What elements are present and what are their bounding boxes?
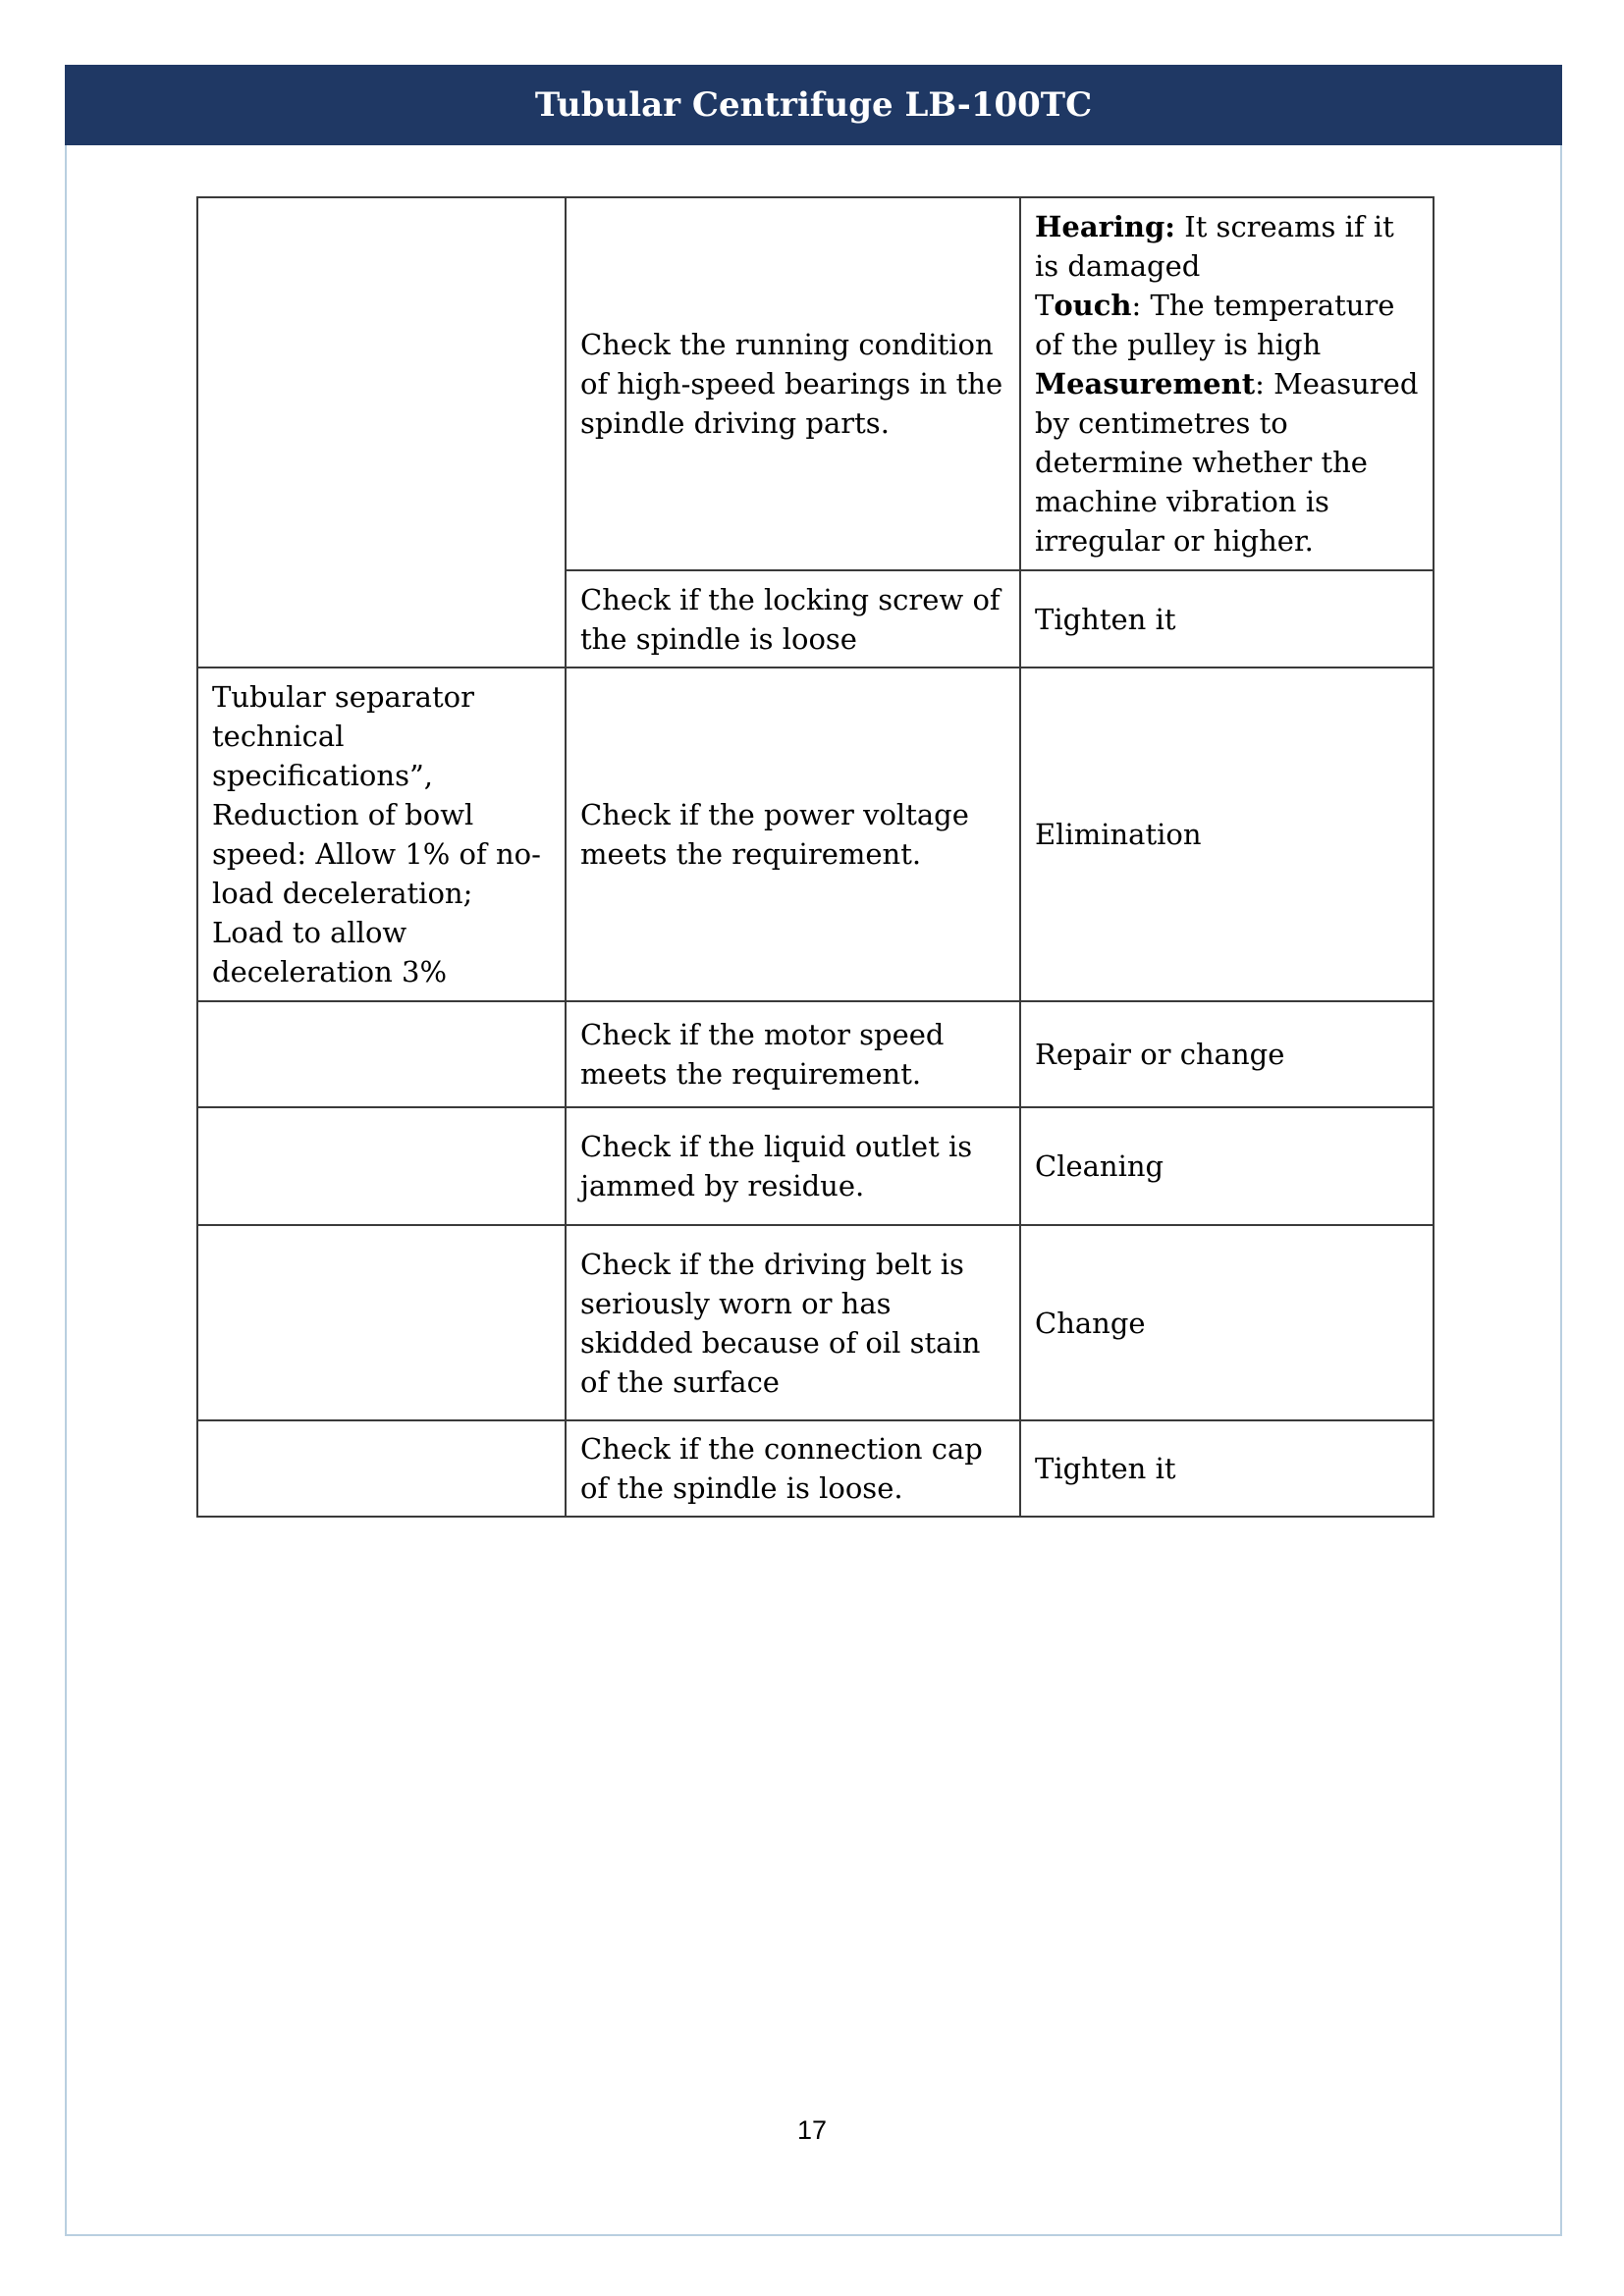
touch-text: : The temperature of the pulley is high [1035, 289, 1395, 361]
table-cell-empty [197, 1107, 566, 1225]
table-cell-empty [197, 1420, 566, 1517]
table-cell-check: Check the running condition of high-speed bearings in the spindle driving parts. [566, 197, 1020, 570]
table-cell-empty [197, 1225, 566, 1420]
document-header [65, 65, 1562, 145]
table-cell-check: Check if the power voltage meets the requirement. [566, 667, 1020, 1001]
measurement-text: : Measured by centimetres to determine whether the machine vibration is irregular or higher. [1035, 367, 1419, 558]
header-title: Tubular Centrifuge LB-100TC [534, 85, 1093, 125]
hearing-text: It screams if it is damaged [1035, 210, 1394, 283]
table-cell-check: Check if the connection cap of the spindle is loose. [566, 1420, 1020, 1517]
table-row [197, 1107, 1434, 1225]
table-cell-action: Repair or change [1020, 1001, 1434, 1107]
touch-label: ouch [1054, 289, 1132, 322]
page-number: 17 [796, 2115, 828, 2145]
table-row [197, 1420, 1434, 1517]
table-cell-empty [197, 197, 566, 667]
table-cell-check: Check if the driving belt is seriously worn or has skidded because of oil stain of the surface [566, 1225, 1020, 1420]
hearing-label: Hearing: [1035, 210, 1176, 243]
table-cell-empty [197, 1001, 566, 1107]
measurement-label: Measurement [1035, 367, 1256, 400]
table-cell-action: Cleaning [1020, 1107, 1434, 1225]
table-cell-check: Check if the motor speed meets the requirement. [566, 1001, 1020, 1107]
table-cell-check: Check if the liquid outlet is jammed by residue. [566, 1107, 1020, 1225]
table-cell-action: Elimination [1020, 667, 1434, 1001]
table-cell-action: Change [1020, 1225, 1434, 1420]
table-cell-action: Tighten it [1020, 1420, 1434, 1517]
table-row [197, 1225, 1434, 1420]
table-row [197, 1001, 1434, 1107]
table-cell-action: Tighten it [1020, 570, 1434, 667]
table-cell-spec: Tubular separator technical specifications”, Reduction of bowl speed: Allow 1% of no-load deceleration; Load to allow deceleration 3% [197, 667, 566, 1001]
table-row [197, 197, 1434, 570]
touch-t: T [1035, 289, 1055, 322]
table-cell-method [1020, 197, 1434, 570]
troubleshooting-table [196, 196, 1435, 1518]
table-row [197, 667, 1434, 1001]
table-cell-check: Check if the locking screw of the spindle is loose [566, 570, 1020, 667]
